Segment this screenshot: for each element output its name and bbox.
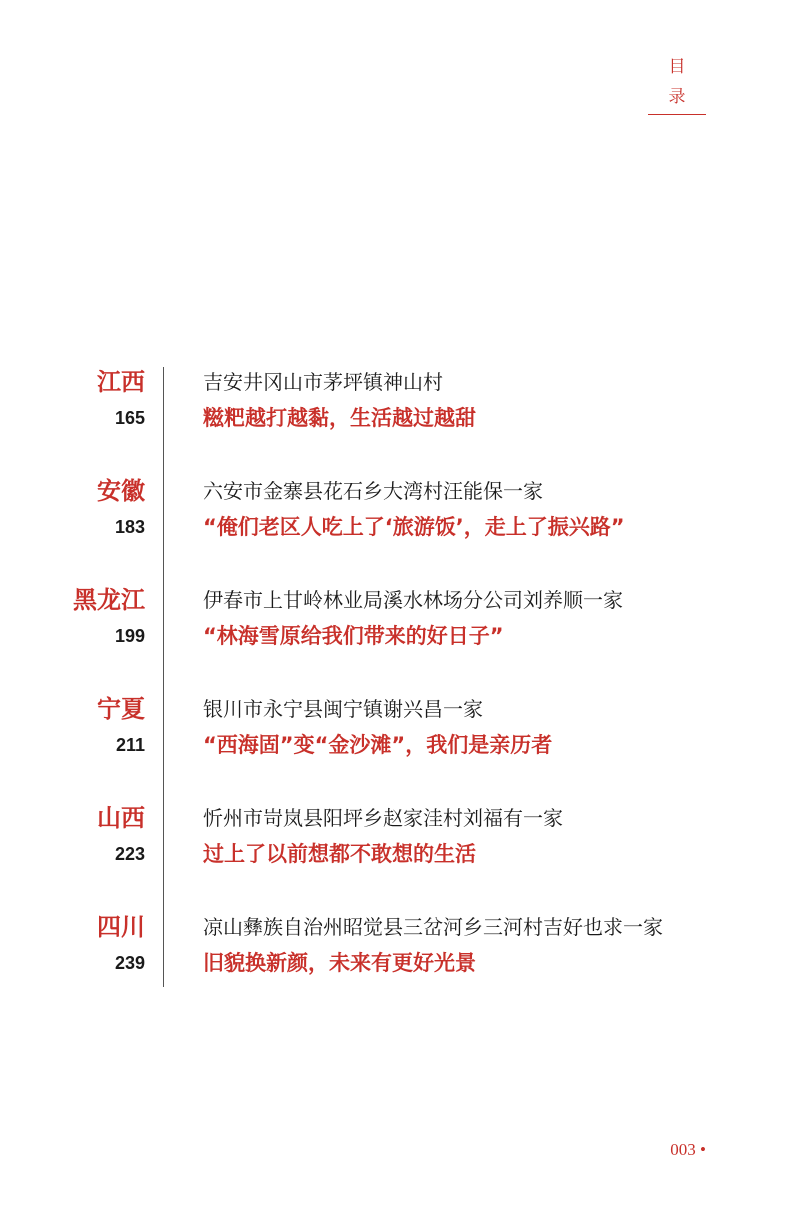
entry-location: 伊春市上甘岭林业局溪水林场分公司刘养顺一家 — [203, 588, 623, 612]
entry-tagline: “西海固”变“金沙滩”，我们是亲历者 — [203, 733, 553, 757]
toc-entry[interactable] — [0, 585, 790, 665]
footer-page-number: 003 • — [670, 1140, 706, 1159]
toc-header — [648, 52, 706, 115]
page-number: 165 — [114, 408, 145, 428]
entry-tagline: 旧貌换新颜，未来有更好光景 — [203, 951, 476, 975]
header-underline — [648, 114, 706, 115]
entry-tagline: 过上了以前想都不敢想的生活 — [203, 842, 476, 866]
toc-entry[interactable] — [0, 694, 790, 774]
entry-tagline: “林海雪原给我们带来的好日子” — [203, 624, 504, 648]
province-name: 安徽 — [97, 477, 145, 505]
entry-location: 银川市永宁县闽宁镇谢兴昌一家 — [203, 697, 483, 721]
entry-tagline: “俺们老区人吃上了‘旅游饭’，走上了振兴路” — [203, 515, 625, 539]
page-number: 211 — [115, 735, 145, 755]
vertical-divider — [163, 367, 164, 987]
province-name: 江西 — [97, 368, 145, 396]
entry-tagline: 糍粑越打越黏，生活越过越甜 — [203, 406, 476, 430]
toc-entry[interactable] — [0, 476, 790, 556]
toc-entry[interactable] — [0, 803, 790, 883]
entry-location: 吉安井冈山市茅坪镇神山村 — [203, 370, 443, 394]
entry-location: 忻州市岢岚县阳坪乡赵家洼村刘福有一家 — [203, 806, 563, 830]
toc-entry[interactable] — [0, 912, 790, 992]
page-number: 223 — [114, 844, 145, 864]
toc-entry[interactable] — [0, 367, 790, 447]
toc-title: 目 录 — [668, 57, 698, 107]
page-number: 239 — [114, 953, 145, 973]
entry-location: 凉山彝族自治州昭觉县三岔河乡三河村吉好也求一家 — [203, 915, 663, 939]
province-name: 黑龙江 — [73, 586, 145, 614]
page-number: 199 — [114, 626, 145, 646]
province-name: 宁夏 — [97, 695, 145, 723]
entry-location: 六安市金寨县花石乡大湾村汪能保一家 — [203, 479, 543, 503]
page-number: 183 — [114, 517, 145, 537]
province-name: 山西 — [97, 804, 145, 832]
province-name: 四川 — [97, 913, 145, 941]
